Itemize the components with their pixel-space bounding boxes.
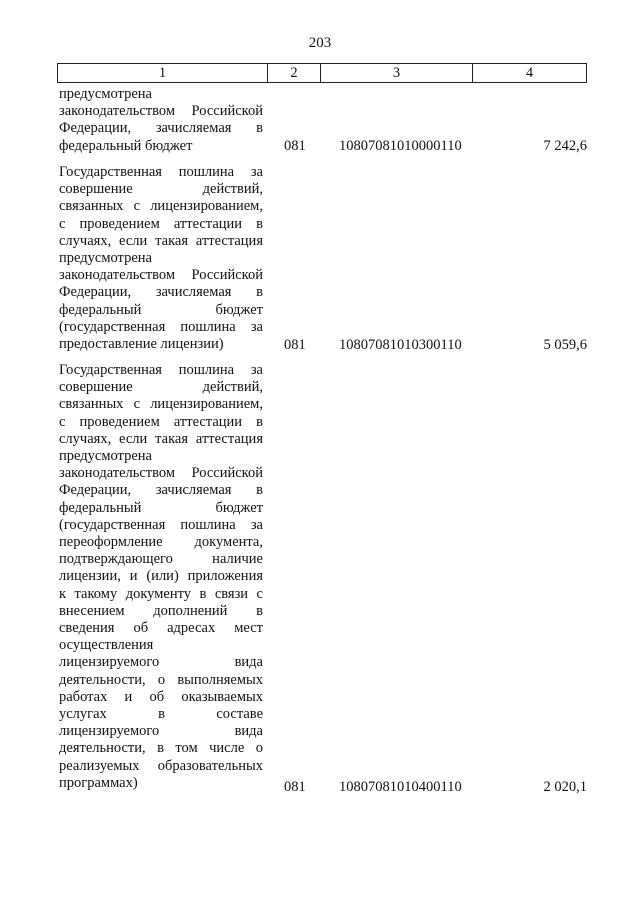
description-line: с проведением аттестации в bbox=[59, 413, 263, 430]
description-line: реализуемых образовательных bbox=[59, 757, 263, 774]
description-line: связанных с лицензированием, bbox=[59, 198, 263, 215]
admin-code: 081 bbox=[284, 137, 306, 154]
description-line: переоформление документа, bbox=[59, 534, 263, 551]
description-line: к такому документу в связи с bbox=[59, 585, 263, 602]
description-line: лицензируемого вида bbox=[59, 654, 263, 671]
description-line: (государственная пошлина за bbox=[59, 318, 263, 335]
header-col-4: 4 bbox=[472, 63, 587, 83]
budget-classification-code: 10807081010400110 bbox=[339, 778, 462, 795]
description-line: Федерации, зачисляемая в bbox=[59, 482, 263, 499]
description-line: лицензируемого вида bbox=[59, 723, 263, 740]
description-line: федеральный бюджет bbox=[59, 499, 263, 516]
description-line: законодательством Российской bbox=[59, 267, 263, 284]
description-line: Федерации, зачисляемая в bbox=[59, 120, 263, 137]
description-line: деятельности, о выполняемых bbox=[59, 671, 263, 688]
description-line: деятельности, в том числе о bbox=[59, 740, 263, 757]
header-col-2: 2 bbox=[267, 63, 321, 83]
description-line: программах) bbox=[59, 774, 138, 791]
description-line: федеральный бюджет bbox=[59, 301, 263, 318]
description-line: предусмотрена bbox=[59, 448, 152, 465]
description-line: законодательством Российской bbox=[59, 103, 263, 120]
description-line: с проведением аттестации в bbox=[59, 215, 263, 232]
description-line: совершение действий, bbox=[59, 379, 263, 396]
description-line: предусмотрена bbox=[59, 250, 152, 267]
table-row bbox=[57, 164, 587, 354]
description-line: услугах в составе bbox=[59, 706, 263, 723]
budget-classification-code: 10807081010000110 bbox=[339, 137, 462, 154]
description-line: случаях, если такая аттестация bbox=[59, 430, 263, 447]
description-line: Государственная пошлина за bbox=[59, 362, 263, 378]
description-line: Государственная пошлина за bbox=[59, 164, 263, 180]
description-line: предоставление лицензии) bbox=[59, 336, 224, 353]
header-col-3: 3 bbox=[320, 63, 473, 83]
description-line: случаях, если такая аттестация bbox=[59, 232, 263, 249]
row-description bbox=[59, 164, 263, 353]
table-header bbox=[57, 63, 587, 83]
budget-classification-code: 10807081010300110 bbox=[339, 336, 462, 353]
row-description bbox=[59, 86, 263, 155]
admin-code: 081 bbox=[284, 778, 306, 795]
description-line: лицензии, и (или) приложения bbox=[59, 568, 263, 585]
description-line: федеральный бюджет bbox=[59, 137, 193, 154]
description-line: подтверждающего наличие bbox=[59, 551, 263, 568]
description-line: предусмотрена bbox=[59, 86, 152, 102]
table-row bbox=[57, 86, 587, 155]
description-line: законодательством Российской bbox=[59, 465, 263, 482]
description-line: (государственная пошлина за bbox=[59, 516, 263, 533]
row-description bbox=[59, 362, 263, 792]
amount: 7 242,6 bbox=[543, 137, 587, 154]
amount: 5 059,6 bbox=[543, 336, 587, 353]
description-line: внесением дополнений в bbox=[59, 602, 263, 619]
amount: 2 020,1 bbox=[543, 778, 587, 795]
description-line: совершение действий, bbox=[59, 181, 263, 198]
description-line: связанных с лицензированием, bbox=[59, 396, 263, 413]
admin-code: 081 bbox=[284, 336, 306, 353]
description-line: работах и об оказываемых bbox=[59, 688, 263, 705]
description-line: осуществления bbox=[59, 637, 154, 654]
page-number: 203 bbox=[308, 35, 332, 51]
description-line: сведения об адресах мест bbox=[59, 620, 263, 637]
table-row bbox=[57, 362, 587, 796]
header-col-1: 1 bbox=[57, 63, 268, 83]
description-line: Федерации, зачисляемая в bbox=[59, 284, 263, 301]
